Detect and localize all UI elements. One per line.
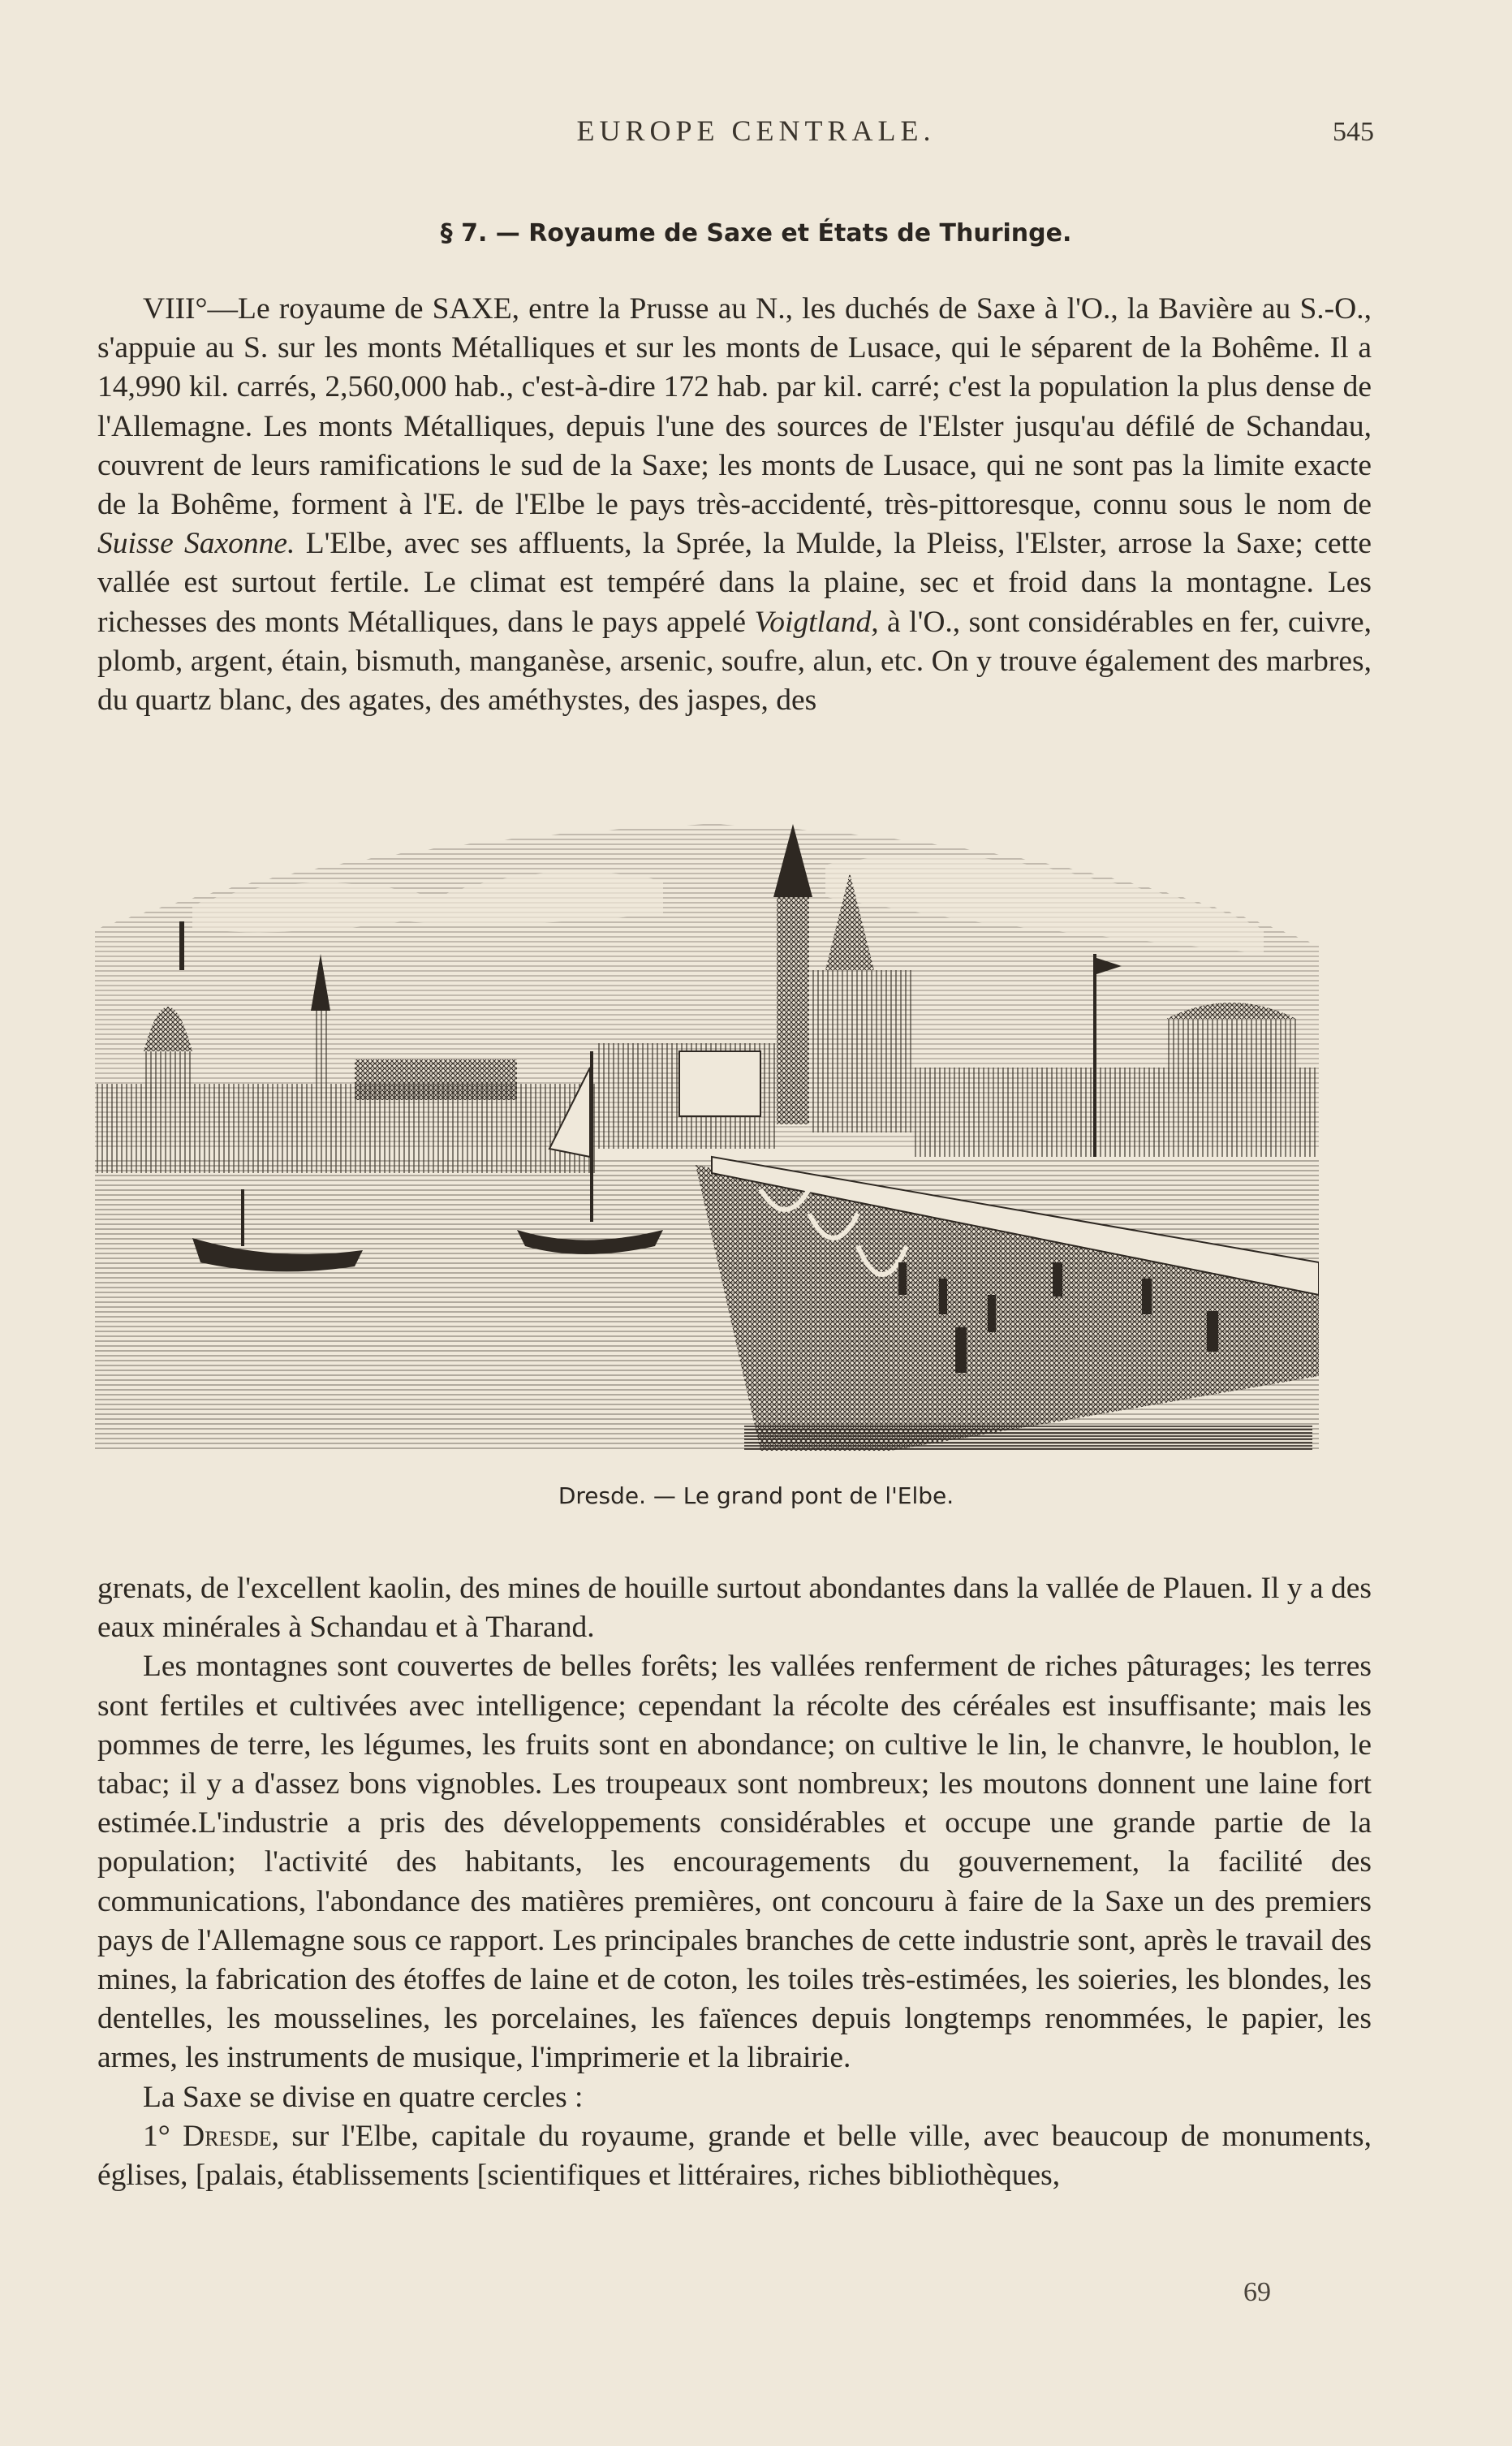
paragraph-text: , sur l'Elbe, capitale du royaume, grande et belle ville, avec beaucoup de monuments, églises, [palais, établissements [scientifiques et littéraires, riches bibliothèques, <box>97 2119 1372 2193</box>
engraving-dresden-bridge <box>95 808 1319 1451</box>
paragraph-text: à l'O., sont considérables en fer, cuivre, plomb, argent, étain, bismuth, manganèse, arsenic, soufre, alun, etc. On y trouve également des marbres, du quartz blanc, des agates, des améthystes, des jaspes, des <box>97 605 1372 718</box>
paragraph-text: VIII°—Le royaume de SAXE, entre la Prusse au N., les duchés de Saxe à l'O., la Bavière au S.-O., s'appuie au S. sur les monts Métalliques et sur les monts de Lusace, qui le séparent de la Bohême. Il a 14,990 kil. carrés, 2,560,000 hab., c'est-à-dire 172 hab. par kil. carré; c'est la population la plus dense de l'Allemagne. Les monts Métalliques, depuis l'une des sources de l'Elster jusqu'au défilé de Schandau, couvrent de leurs ramifications le sud de la Saxe; les monts de Lusace, qui ne sont pas la limite exacte de la Bohême, forment à l'E. de l'Elbe le pays très-accidenté, très-pittoresque, connu sous le nom de <box>97 292 1372 522</box>
page-header <box>0 114 1512 154</box>
engraving-illustration <box>95 808 1319 1451</box>
signature-mark: 69 <box>1243 2277 1271 2307</box>
paragraph-minerals-end: grenats, de l'excellent kaolin, des mines de houille surtout abondantes dans la vallée de Plauen. Il y a des eaux minérales à Schandau et à Tharand. <box>97 1572 1372 1645</box>
running-title: EUROPE CENTRALE. <box>576 114 936 147</box>
italic-term: Suisse Saxonne. <box>97 527 295 561</box>
list-number: 1° <box>143 2119 183 2153</box>
page-number: 545 <box>1333 117 1374 147</box>
paragraph-saxony-intro <box>97 290 1372 720</box>
body-text-bottom <box>97 1569 1372 2195</box>
place-name: Dresde <box>183 2119 272 2153</box>
hofkirche-tower <box>777 897 809 1124</box>
figure-caption: Dresde. — Le grand pont de l'Elbe. <box>558 1482 954 1509</box>
section-heading: § 7. — Royaume de Saxe et États de Thuringe. <box>440 219 1072 248</box>
paragraph-text: L'Elbe, avec ses affluents, la Sprée, la Mulde, la Pleiss, l'Elster, arrose la Saxe; cette vallée est surtout fertile. Le climat est tempéré dans la plaine, sec et froid dans la montagne. Les richesses des monts Métalliques, dans le pays appelé <box>97 527 1372 639</box>
body-text-top <box>97 290 1372 720</box>
paragraph-dresden <box>97 2117 1372 2195</box>
paragraph-agriculture-industry: Les montagnes sont couvertes de belles forêts; les vallées renferment de riches pâturages; les terres sont fertiles et cultivées avec intelligence; cependant la récolte des céréales est insuffisante; mais les pommes de terre, les légumes, les fruits sont en abondance; on cultive le lin, le chanvre, le houblon, le tabac; il y a d'assez bons vignobles. Les troupeaux sont nombreux; les moutons donnent une laine fort estimée.L'industrie a pris des développements considérables et occupe une grande partie de la population; l'activité des habitants, les encouragements du gouvernement, la facilité des communications, l'abondance des matières premières, ont concouru à faire de la Saxe un des premiers pays de l'Allemagne sous ce rapport. Les principales branches de cette industrie sont, après le travail des mines, la fabrication des étoffes de laine et de coton, les toiles très-estimées, les soieries, les blondes, les dentelles, les mousselines, les porcelaines, les faïences depuis longtemps renommées, le papier, les armes, les instruments de musique, l'imprimerie et la librairie. <box>97 1650 1372 2075</box>
paragraph-circles-intro: La Saxe se divise en quatre cercles : <box>143 2080 584 2114</box>
italic-term: Voigtland, <box>754 605 879 639</box>
